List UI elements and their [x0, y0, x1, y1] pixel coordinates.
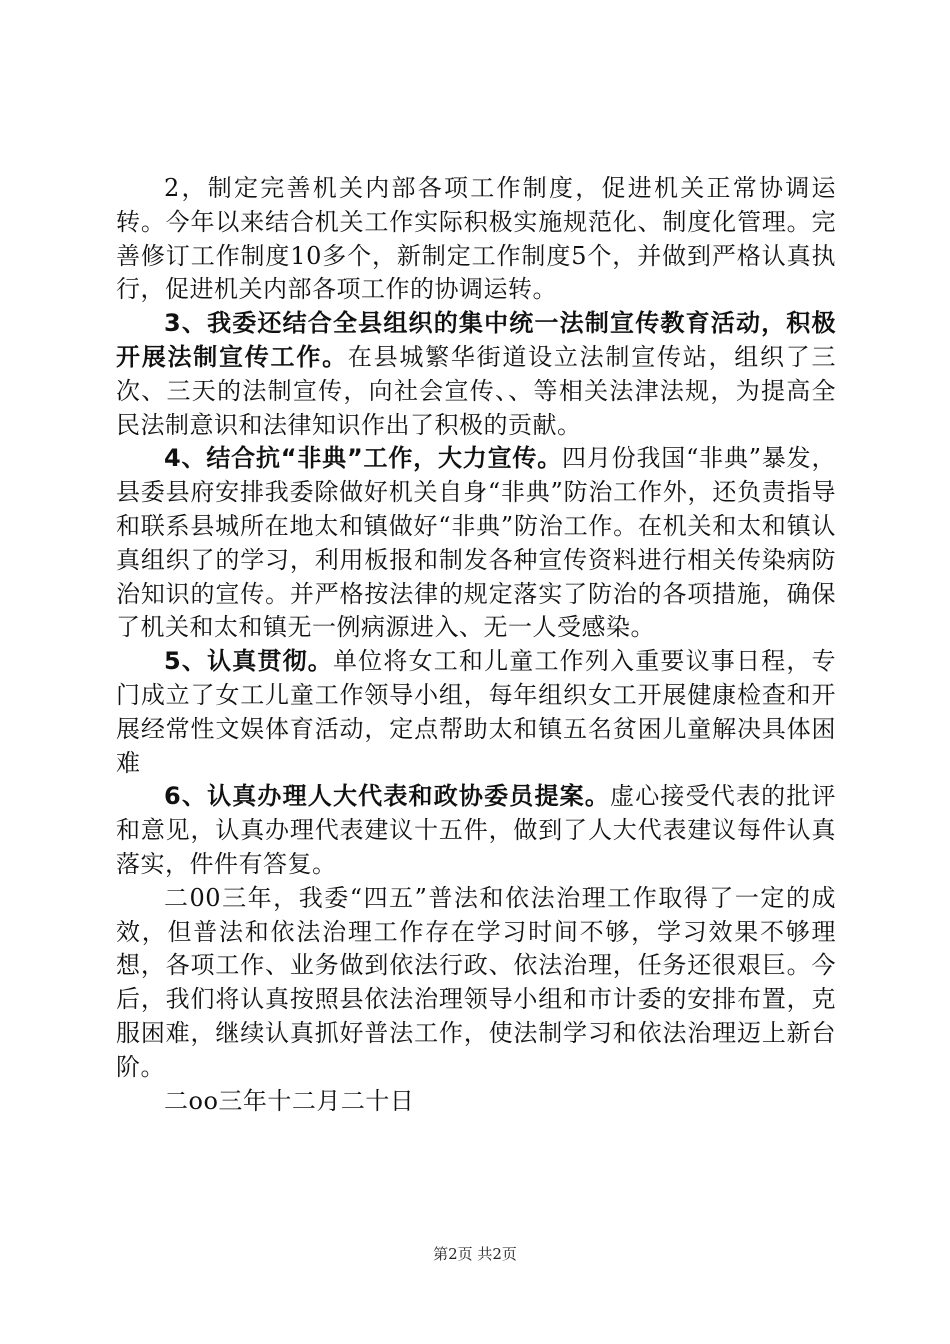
paragraph-text: 二00三年，我委“四五”普法和依法治理工作取得了一定的成效，但普法和依法治理工作存在学习时间不够，学习效果不够理想，各项工作、业务做到依法行政、依法治理，任务还很艰巨。今后，我们将认真按照县依法治理领导小组和市计委的安排布置，克服困难，继续认真抓好普法工作，使法制学习和依法治理迈上新台阶。	[116, 883, 836, 1081]
paragraph-text: 2，制定完善机关内部各项工作制度，促进机关正常协调运转。今年以来结合机关工作实际积极实施规范化、制度化管理。完善修订工作制度10多个，新制定工作制度5个，并做到严格认真执行，促进机关内部各项工作的协调运转。	[116, 174, 836, 304]
paragraph-text: 单位将女工和儿童工作列入重要议事日程，专门成立了女工儿童工作领导小组，每年组织女工开展健康检查和开展经常性文娱体育活动，定点帮助太和镇五名贫困儿童解决具体困难	[116, 647, 837, 777]
paragraph-heading: 3、我委还结合全县组织的集中统一法制宣传教育活动，积极开展法制宣传工作。	[116, 309, 836, 371]
paragraph-date	[116, 1085, 836, 1119]
paragraph-heading: 5、认真贯彻。	[164, 647, 333, 676]
paragraph-heading: 4、结合抗“非典”工作，大力宣传。	[164, 444, 563, 473]
paragraph-text: 虚心接受代表的批评和意见，认真办理代表建议十五件，做到了人大代表建议每件认真落实，件件有答复。	[116, 782, 837, 878]
paragraph-summary	[116, 882, 836, 1085]
paragraph-text: 四月份我国“非典”暴发，县委县府安排我委除做好机关自身“非典”防治工作外，还负责指导和联系县城所在地太和镇做好“非典”防治工作。在机关和太和镇认真组织了的学习，利用板报和制发各种宣传资料进行相关传染病防治知识的宣传。并严格按法律的规定落实了防治的各项措施，确保了机关和太和镇无一例病源进入、无一人受感染。	[116, 444, 836, 642]
paragraph-sars-prevention	[116, 442, 836, 645]
document-body	[116, 172, 836, 1118]
paragraph-institutional-rules	[116, 172, 836, 307]
page-footer	[0, 1244, 950, 1264]
paragraph-legal-publicity	[116, 307, 836, 442]
paragraph-women-children	[116, 645, 836, 780]
paragraph-text: 在县城繁华街道设立法制宣传站，组织了三次、三天的法制宣传，向社会宣传、、等相关法津法规，为提高全民法制意识和法律知识作出了积极的贡献。	[116, 342, 837, 439]
page-number-label: 第2页 共2页	[433, 1245, 517, 1263]
document-date: 二oo三年十二月二十日	[164, 1086, 415, 1115]
paragraph-heading: 6、认真办理人大代表和政协委员提案。	[164, 782, 611, 811]
paragraph-deputy-proposals	[116, 780, 836, 881]
